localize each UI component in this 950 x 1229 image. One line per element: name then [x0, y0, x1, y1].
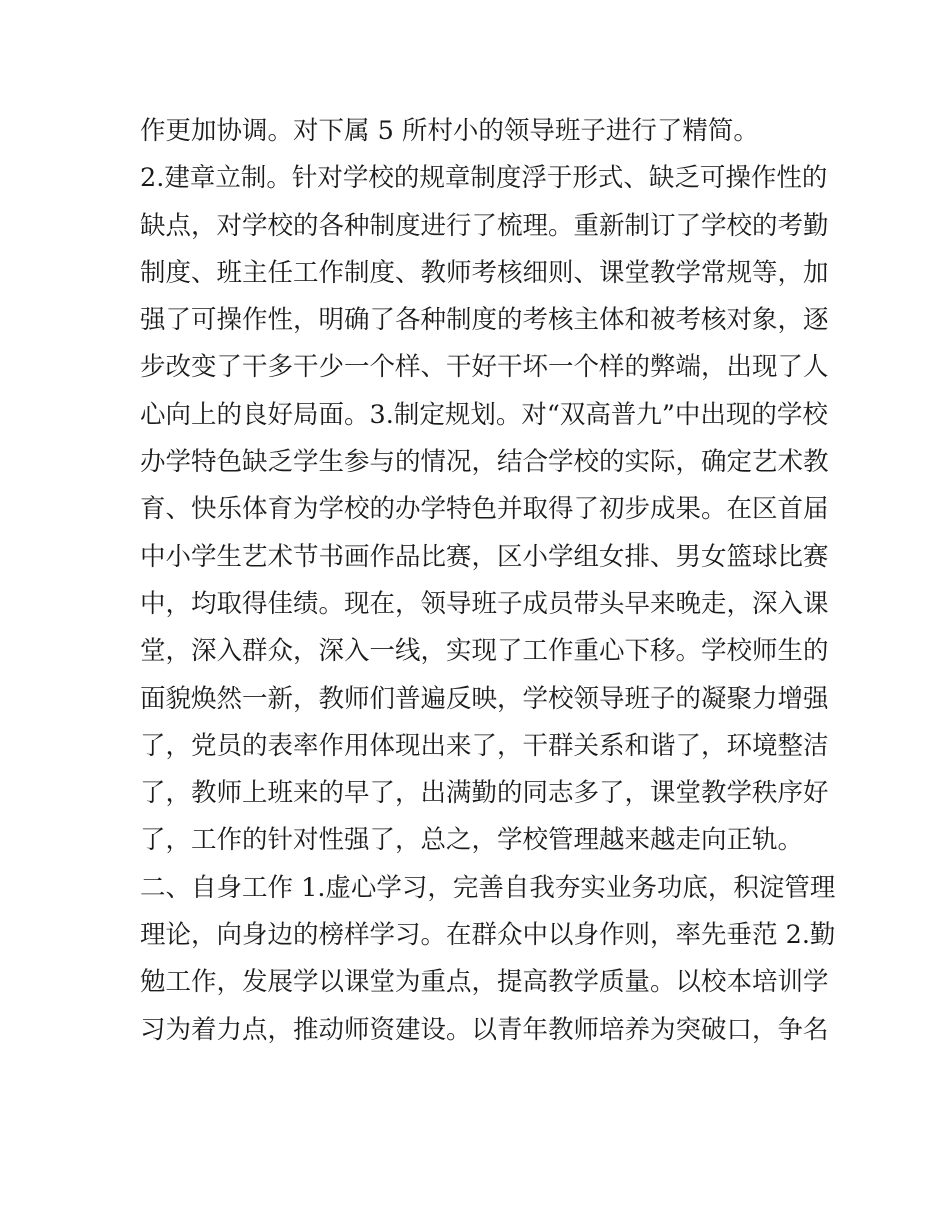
text-line: 面貌焕然一新，教师们普遍反映，学校领导班子的凝聚力增强 — [140, 683, 829, 714]
text-line: 缺点，对学校的各种制度进行了梳理。重新制订了学校的考勤 — [140, 210, 829, 241]
text-line: 堂，深入群众，深入一线，实现了工作重心下移。学校师生的 — [140, 636, 829, 667]
text-line: 二、自身工作 1.虚心学习，完善自我夯实业务功底，积淀管理 — [140, 872, 836, 903]
text-line: 步改变了干多干少一个样、干好干坏一个样的弊端，出现了人 — [140, 352, 829, 383]
text-line: 了，工作的针对性强了，总之，学校管理越来越走向正轨。 — [140, 825, 804, 856]
text-line: 习为着力点，推动师资建设。以青年教师培养为突破口，争名 — [140, 1014, 829, 1045]
text-line: 办学特色缺乏学生参与的情况，结合学校的实际，确定艺术教 — [140, 447, 829, 478]
text-line: 制度、班主任工作制度、教师考核细则、课堂教学常规等，加 — [140, 257, 829, 288]
text-line: 勉工作，发展学以课堂为重点，提高教学质量。以校本培训学 — [140, 967, 829, 998]
text-line: 中，均取得佳绩。现在，领导班子成员带头早来晚走，深入课 — [140, 588, 829, 619]
text-line: 了，党员的表率作用体现出来了，干群关系和谐了，环境整洁 — [140, 730, 829, 761]
text-line: 作更加协调。对下属 5 所村小的领导班子进行了精简。 — [140, 116, 759, 146]
text-line: 强了可操作性，明确了各种制度的考核主体和被考核对象，逐 — [140, 305, 829, 336]
text-line: 心向上的良好局面。3.制定规划。对“双高普九”中出现的学校 — [140, 399, 828, 430]
text-line: 育、快乐体育为学校的办学特色并取得了初步成果。在区首届 — [140, 494, 829, 525]
text-line: 2.建章立制。针对学校的规章制度浮于形式、缺乏可操作性的 — [140, 163, 828, 194]
text-line: 了，教师上班来的早了，出满勤的同志多了，课堂教学秩序好 — [140, 778, 829, 809]
text-line: 中小学生艺术节书画作品比赛，区小学组女排、男女篮球比赛 — [140, 541, 829, 572]
text-line: 理论，向身边的榜样学习。在群众中以身作则，率先垂范 2.勤 — [140, 920, 836, 951]
document-body — [140, 108, 836, 1054]
